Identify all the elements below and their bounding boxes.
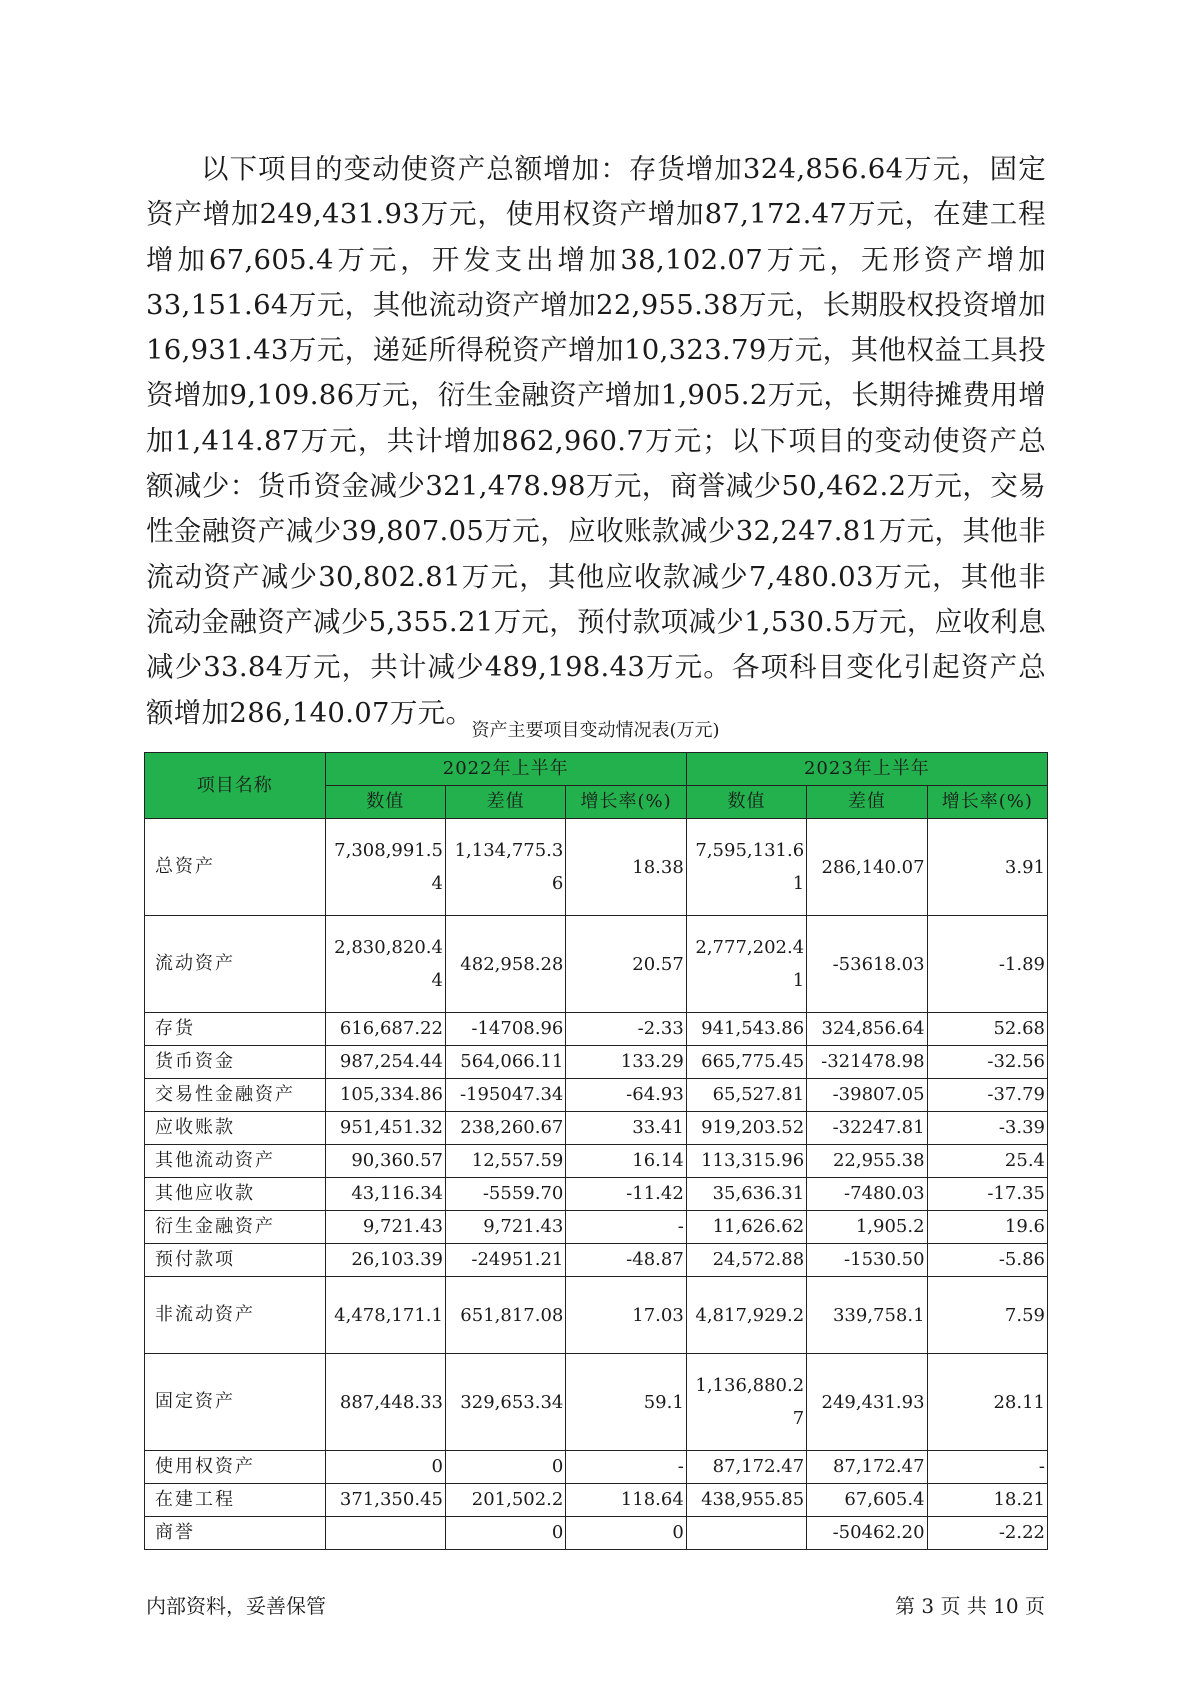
growth-2023: - (927, 1451, 1047, 1484)
value-2022: 371,350.45 (325, 1484, 445, 1517)
growth-2022: 17.03 (566, 1277, 686, 1354)
value-2023: 665,775.45 (686, 1046, 806, 1079)
table-row (145, 1354, 1048, 1451)
value-2023 (686, 1517, 806, 1550)
diff-2023: -50462.20 (807, 1517, 927, 1550)
growth-2023: 19.6 (927, 1211, 1047, 1244)
growth-2022: -2.33 (566, 1013, 686, 1046)
value-2023: 941,543.86 (686, 1013, 806, 1046)
value-2023: 87,172.47 (686, 1451, 806, 1484)
value-2022: 951,451.32 (325, 1112, 445, 1145)
footer-page-number: 第 3 页 共 10 页 (895, 1594, 1045, 1618)
growth-2023: -5.86 (927, 1244, 1047, 1277)
value-2022: 616,687.22 (325, 1013, 445, 1046)
row-name: 存货 (145, 1013, 326, 1046)
growth-2022: 16.14 (566, 1145, 686, 1178)
growth-2022: -48.87 (566, 1244, 686, 1277)
value-2023: 24,572.88 (686, 1244, 806, 1277)
growth-2023: -2.22 (927, 1517, 1047, 1550)
diff-2023: -39807.05 (807, 1079, 927, 1112)
diff-2023: -1530.50 (807, 1244, 927, 1277)
growth-2023: 25.4 (927, 1145, 1047, 1178)
value-2022: 987,254.44 (325, 1046, 445, 1079)
growth-2022: 20.57 (566, 916, 686, 1013)
diff-2023: 286,140.07 (807, 819, 927, 916)
header-diff-2023: 差值 (807, 786, 927, 819)
header-value-2022: 数值 (325, 786, 445, 819)
diff-2022: 238,260.67 (445, 1112, 565, 1145)
growth-2023: -3.39 (927, 1112, 1047, 1145)
value-2023: 1,136,880.27 (686, 1354, 806, 1451)
diff-2023: -7480.03 (807, 1178, 927, 1211)
row-name: 流动资产 (145, 916, 326, 1013)
growth-2022: -64.93 (566, 1079, 686, 1112)
value-2022 (325, 1517, 445, 1550)
diff-2023: 1,905.2 (807, 1211, 927, 1244)
growth-2022: 133.29 (566, 1046, 686, 1079)
row-name: 其他应收款 (145, 1178, 326, 1211)
growth-2022: 0 (566, 1517, 686, 1550)
diff-2022: 9,721.43 (445, 1211, 565, 1244)
growth-2023: -17.35 (927, 1178, 1047, 1211)
growth-2022: -11.42 (566, 1178, 686, 1211)
header-item-name: 项目名称 (145, 753, 326, 819)
value-2022: 26,103.39 (325, 1244, 445, 1277)
header-growth-2023: 增长率(%) (927, 786, 1047, 819)
value-2023: 7,595,131.61 (686, 819, 806, 916)
table-row (145, 1211, 1048, 1244)
diff-2023: 22,955.38 (807, 1145, 927, 1178)
diff-2022: -195047.34 (445, 1079, 565, 1112)
diff-2022: -5559.70 (445, 1178, 565, 1211)
row-name: 货币资金 (145, 1046, 326, 1079)
table-row (145, 1484, 1048, 1517)
value-2022: 0 (325, 1451, 445, 1484)
table-row (145, 1046, 1048, 1079)
value-2022: 90,360.57 (325, 1145, 445, 1178)
row-name: 非流动资产 (145, 1277, 326, 1354)
header-growth-2022: 增长率(%) (566, 786, 686, 819)
footer-confidential-note: 内部资料，妥善保管 (146, 1594, 326, 1618)
table-row (145, 1178, 1048, 1211)
diff-2022: 201,502.2 (445, 1484, 565, 1517)
growth-2022: - (566, 1451, 686, 1484)
table-row (145, 1277, 1048, 1354)
body-paragraph: 以下项目的变动使资产总额增加：存货增加324,856.64万元，固定资产增加249,431.93万元，使用权资产增加87,172.47万元，在建工程增加67,605.4万元，开发支出增加38,102.07万元，无形资产增加33,151.64万元，其他流动资产增加22,955.38万元，长期股权投资增加16,931.43万元，递延所得税资产增加10,323.79万元，其他权益工具投资增加9,109.86万元，衍生金融资产增加1,905.2万元，长期待摊费用增加1,414.87万元，共计增加862,960.7万元；以下项目的变动使资产总额减少：货币资金减少321,478.98万元，商誉减少50,462.2万元，交易性金融资产减少39,807.05万元，应收账款减少32,247.81万元，其他非流动资产减少30,802.81万元，其他应收款减少7,480.03万元，其他非流动金融资产减少5,355.21万元，预付款项减少1,530.5万元，应收利息减少33.84万元，共计减少489,198.43万元。各项科目变化引起资产总额增加286,140.07万元。 (146, 153, 1046, 729)
value-2023: 2,777,202.41 (686, 916, 806, 1013)
diff-2023: -321478.98 (807, 1046, 927, 1079)
row-name: 预付款项 (145, 1244, 326, 1277)
growth-2023: 7.59 (927, 1277, 1047, 1354)
diff-2022: -14708.96 (445, 1013, 565, 1046)
row-name: 使用权资产 (145, 1451, 326, 1484)
diff-2022: 564,066.11 (445, 1046, 565, 1079)
row-name: 其他流动资产 (145, 1145, 326, 1178)
row-name: 商誉 (145, 1517, 326, 1550)
table-row (145, 1517, 1048, 1550)
header-period-2023: 2023年上半年 (686, 753, 1047, 786)
table-row (145, 819, 1048, 916)
diff-2022: 0 (445, 1517, 565, 1550)
row-name: 在建工程 (145, 1484, 326, 1517)
table-row (145, 1112, 1048, 1145)
value-2023: 11,626.62 (686, 1211, 806, 1244)
header-value-2023: 数值 (686, 786, 806, 819)
table-body (145, 819, 1048, 1550)
diff-2023: 324,856.64 (807, 1013, 927, 1046)
row-name: 交易性金融资产 (145, 1079, 326, 1112)
value-2023: 919,203.52 (686, 1112, 806, 1145)
table-caption: 资产主要项目变动情况表(万元) (471, 720, 720, 741)
value-2022: 2,830,820.44 (325, 916, 445, 1013)
value-2023: 4,817,929.2 (686, 1277, 806, 1354)
row-name: 衍生金融资产 (145, 1211, 326, 1244)
value-2022: 4,478,171.1 (325, 1277, 445, 1354)
table-row (145, 1451, 1048, 1484)
table-row (145, 916, 1048, 1013)
growth-2023: -1.89 (927, 916, 1047, 1013)
diff-2022: 651,817.08 (445, 1277, 565, 1354)
growth-2023: 3.91 (927, 819, 1047, 916)
diff-2022: 1,134,775.36 (445, 819, 565, 916)
growth-2023: -37.79 (927, 1079, 1047, 1112)
growth-2022: 118.64 (566, 1484, 686, 1517)
growth-2023: 52.68 (927, 1013, 1047, 1046)
asset-change-table (144, 752, 1048, 1550)
value-2022: 105,334.86 (325, 1079, 445, 1112)
diff-2023: 67,605.4 (807, 1484, 927, 1517)
value-2023: 35,636.31 (686, 1178, 806, 1211)
diff-2023: 339,758.1 (807, 1277, 927, 1354)
header-diff-2022: 差值 (445, 786, 565, 819)
table-row (145, 1145, 1048, 1178)
growth-2022: - (566, 1211, 686, 1244)
value-2023: 113,315.96 (686, 1145, 806, 1178)
growth-2023: 18.21 (927, 1484, 1047, 1517)
diff-2022: 0 (445, 1451, 565, 1484)
value-2023: 438,955.85 (686, 1484, 806, 1517)
value-2022: 7,308,991.54 (325, 819, 445, 916)
diff-2022: 329,653.34 (445, 1354, 565, 1451)
table-row (145, 1013, 1048, 1046)
header-period-2022: 2022年上半年 (325, 753, 686, 786)
table-row (145, 1244, 1048, 1277)
diff-2022: 482,958.28 (445, 916, 565, 1013)
row-name: 固定资产 (145, 1354, 326, 1451)
table-row (145, 1079, 1048, 1112)
diff-2023: -53618.03 (807, 916, 927, 1013)
value-2022: 9,721.43 (325, 1211, 445, 1244)
growth-2022: 59.1 (566, 1354, 686, 1451)
table-header (145, 753, 1048, 819)
diff-2023: 249,431.93 (807, 1354, 927, 1451)
value-2022: 887,448.33 (325, 1354, 445, 1451)
growth-2022: 18.38 (566, 819, 686, 916)
growth-2023: -32.56 (927, 1046, 1047, 1079)
diff-2022: 12,557.59 (445, 1145, 565, 1178)
diff-2023: 87,172.47 (807, 1451, 927, 1484)
value-2022: 43,116.34 (325, 1178, 445, 1211)
growth-2022: 33.41 (566, 1112, 686, 1145)
growth-2023: 28.11 (927, 1354, 1047, 1451)
row-name: 总资产 (145, 819, 326, 916)
value-2023: 65,527.81 (686, 1079, 806, 1112)
row-name: 应收账款 (145, 1112, 326, 1145)
diff-2023: -32247.81 (807, 1112, 927, 1145)
diff-2022: -24951.21 (445, 1244, 565, 1277)
